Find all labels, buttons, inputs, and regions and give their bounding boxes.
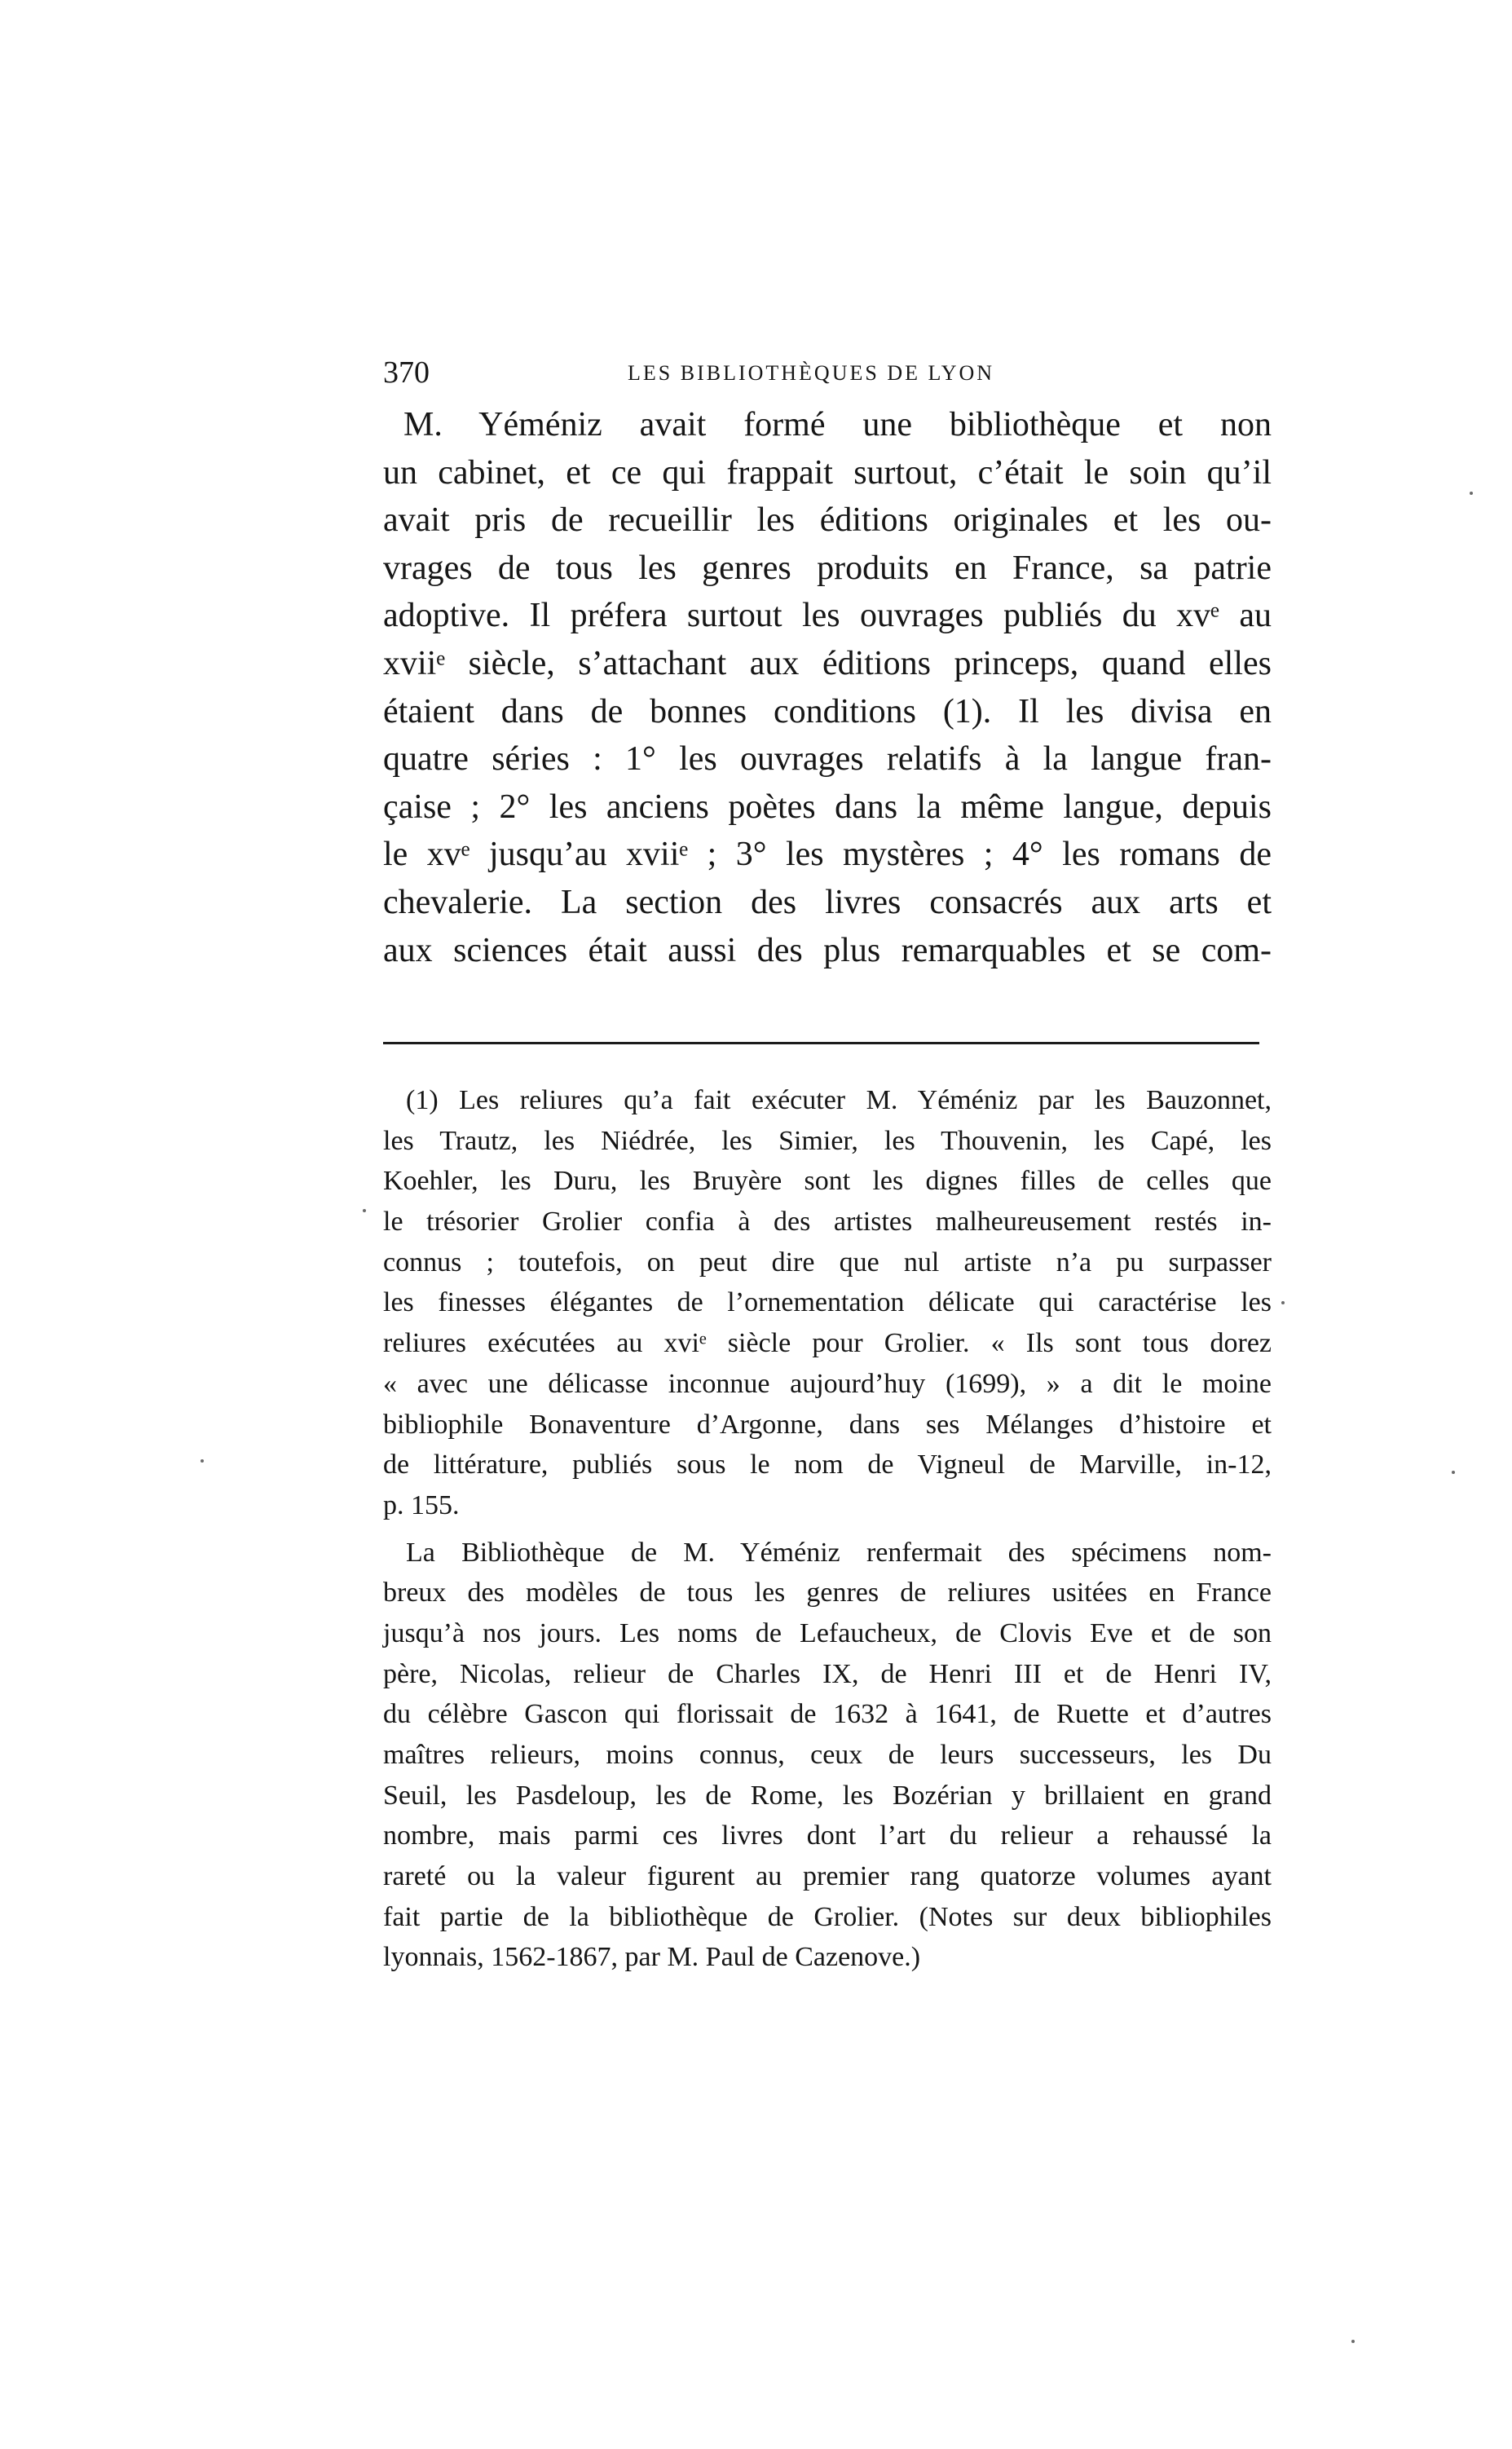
scan-speck xyxy=(1351,2340,1355,2343)
body-line: M. Yéméniz avait formé une bibliothèque et non xyxy=(403,406,1272,443)
page-header xyxy=(383,352,1272,393)
footnote-line: du célèbre Gascon qui florissait de 1632 à 1641, de Ruette et d’autres xyxy=(383,1699,1272,1730)
footnote-line: de littérature, publiés sous le nom de Vigneul de Marville, in-12, xyxy=(383,1450,1272,1480)
body-line: vrages de tous les genres produits en France, sa patrie xyxy=(383,549,1272,587)
scan-speck xyxy=(1281,1301,1285,1304)
body-line: adoptive. Il préfera surtout les ouvrages publiés du xvᵉ au xyxy=(383,597,1272,635)
footnote-line: le trésorier Grolier confia à des artistes malheureusement restés in- xyxy=(383,1207,1272,1238)
body-line: avait pris de recueillir les éditions originales et les ou- xyxy=(383,501,1272,540)
scan-speck xyxy=(363,1209,366,1212)
footnote-line: père, Nicolas, relieur de Charles IX, de Henri III et de Henri IV, xyxy=(383,1658,1272,1689)
footnote-line: nombre, mais parmi ces livres dont l’art du relieur a rehaussé la xyxy=(383,1820,1272,1851)
scan-speck xyxy=(1452,1471,1455,1474)
body-line: xviiᵉ siècle, s’attachant aux éditions princeps, quand elles xyxy=(383,644,1272,682)
footnote-line: breux des modèles de tous les genres de reliures usitées en France xyxy=(383,1578,1272,1608)
footnote-line: « avec une délicasse inconnue aujourd’huy (1699), » a dit le moine xyxy=(383,1368,1272,1399)
footnote-line: maîtres relieurs, moins connus, ceux de leurs successeurs, les Du xyxy=(383,1740,1272,1770)
footnote-divider xyxy=(383,1042,1259,1044)
body-line: le xvᵉ jusqu’au xviiᵉ ; 3° les mystères ; 4° les romans de xyxy=(383,836,1272,874)
scan-speck xyxy=(1470,492,1473,495)
body-line: un cabinet, et ce qui frappait surtout, c’était le soin qu’il xyxy=(383,453,1272,492)
scan-speck xyxy=(201,1459,204,1463)
footnote-line: Koehler, les Duru, les Bruyère sont les dignes filles de celles que xyxy=(383,1166,1272,1197)
footnote-line: les Trautz, les Niédrée, les Simier, les Thouvenin, les Capé, les xyxy=(383,1125,1272,1156)
footnote-line: reliures exécutées au xviᵉ siècle pour Grolier. « Ils sont tous dorez xyxy=(383,1328,1272,1359)
footnote-line: les finesses élégantes de l’ornementation délicate qui caractérise les xyxy=(383,1287,1272,1318)
body-line: chevalerie. La section des livres consacrés aux arts et xyxy=(383,883,1272,921)
footnote-line: fait partie de la bibliothèque de Grolier. (Notes sur deux bibliophiles xyxy=(383,1901,1272,1932)
footnote-line: La Bibliothèque de M. Yéméniz renfermait des spécimens nom- xyxy=(406,1537,1272,1568)
footnote-block xyxy=(383,1080,1272,1978)
page-number: 370 xyxy=(383,355,430,390)
footnote-line: jusqu’à nos jours. Les noms de Lefaucheux, de Clovis Eve et de son xyxy=(383,1617,1272,1648)
footnote-line: Seuil, les Pasdeloup, les de Rome, les Bozérian y brillaient en grand xyxy=(383,1780,1272,1811)
body-line: çaise ; 2° les anciens poètes dans la même langue, depuis xyxy=(383,788,1272,826)
footnote-line: p. 155. xyxy=(383,1489,460,1520)
body-line: quatre séries : 1° les ouvrages relatifs à la langue fran- xyxy=(383,740,1272,779)
footnote-line: lyonnais, 1562-1867, par M. Paul de Cazenove.) xyxy=(383,1942,921,1973)
footnote-line: (1) Les reliures qu’a fait exécuter M. Yéméniz par les Bauzonnet, xyxy=(406,1085,1272,1115)
running-title: LES BIBLIOTHÈQUES DE LYON xyxy=(628,361,995,385)
body-line: étaient dans de bonnes conditions (1). Il les divisa en xyxy=(383,692,1272,730)
footnote-line: connus ; toutefois, on peut dire que nul artiste n’a pu surpasser xyxy=(383,1247,1272,1277)
body-line: aux sciences était aussi des plus remarquables et se com- xyxy=(383,931,1272,969)
footnote-line: bibliophile Bonaventure d’Argonne, dans ses Mélanges d’histoire et xyxy=(383,1409,1272,1440)
main-text xyxy=(383,401,1272,974)
footnote-line: rareté ou la valeur figurent au premier rang quatorze volumes ayant xyxy=(383,1861,1272,1892)
